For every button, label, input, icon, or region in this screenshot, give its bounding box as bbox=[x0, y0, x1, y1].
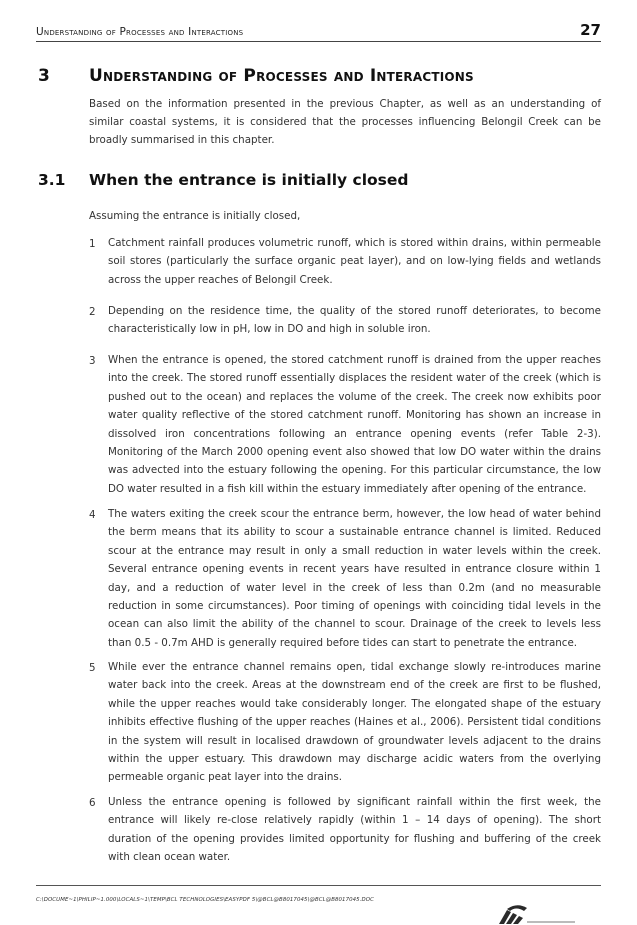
list-item-text: When the entrance is opened, the stored catchment runoff is drained from the upper reaches into the creek. The stored runoff essentially displaces the resident water of the creek (which is pushed out to the ocean) and replaces the volume of the creek. The creek now exhibits poor water quality reflective of the stored catchment runoff. Monitoring has shown an increase in dissolved iron concentrations following an entrance opening events (refer Table 2-3). Monitoring of the March 2000 opening event also showed that low DO water within the drains was advected into the estuary following the opening. For this particular circumstance, the low DO water resulted in a fish kill within the estuary immediately after opening of the entrance. bbox=[108, 354, 601, 495]
list-item-text: The waters exiting the creek scour the entrance berm, however, the low head of water behind the berm means that its ability to scour a sustainable entrance channel is limited. Reduced scour at the entrance may result in only a small reduction in water levels within the creek. Several entrance opening events in recent years have resulted in entrance closure within 1 day, and a reduction of water level in the creek of less than 0.2m (and no measurable reduction in some circumstances). Poor timing of openings with coinciding tidal levels in the ocean can also limit the ability of the channel to scour. Drainage of the creek to levels less than 0.5 - 0.7m AHD is generally required before tides can start to penetrate the entrance. bbox=[108, 508, 601, 649]
running-header-title: Understanding of Processes and Interactions bbox=[36, 26, 244, 38]
list-item-text: While ever the entrance channel remains open, tidal exchange slowly re-introduces marine water back into the creek. Areas at the downstream end of the creek are first to be flushed, while the upper reaches would take considerably longer. The elongated shape of the estuary inhibits effective flushing of the upper reaches (Haines et al., 2006). Persistent tidal conditions in the system will result in localised drawdown of groundwater levels adjacent to the drains within the upper estuary. This drawdown may discharge acidic waters from the overlying permeable organic peat layer into the drains. bbox=[108, 661, 601, 784]
list-item-number: 2 bbox=[89, 306, 96, 318]
list-item-text: Catchment rainfall produces volumetric runoff, which is stored within drains, within permeable soil stores (particularly the surface organic peat layer), and on low-lying fields and wetlands across the upper reaches of Belongil Creek. bbox=[108, 237, 601, 286]
section-title: Understanding of Processes and Interactions bbox=[89, 66, 474, 86]
subsection-title: When the entrance is initially closed bbox=[89, 171, 409, 189]
list-item-number: 5 bbox=[89, 662, 96, 674]
footer-divider bbox=[36, 885, 601, 886]
logo-wordmark-bar bbox=[527, 921, 575, 923]
header-divider bbox=[36, 41, 601, 42]
subsection-lead: Assuming the entrance is initially closed, bbox=[89, 210, 301, 222]
section-intro: Based on the information presented in the previous Chapter, as well as an understanding of similar coastal systems, it is considered that the processes influencing Belongil Creek can be broadly summarised in this chapter. bbox=[89, 98, 601, 146]
subsection-number: 3.1 bbox=[38, 171, 66, 189]
company-logo bbox=[497, 902, 577, 925]
logo-mark-icon bbox=[499, 905, 527, 924]
list-item-number: 6 bbox=[89, 797, 96, 809]
section-number: 3 bbox=[38, 66, 50, 86]
list-item-text: Unless the entrance opening is followed by significant rainfall within the first week, the entrance will likely re-close relatively rapidly (within 1 – 14 days of opening). The short duration of the opening provides limited opportunity for flushing and buffering of the creek with clean ocean water. bbox=[108, 796, 601, 864]
list-item-text: Depending on the residence time, the quality of the stored runoff deteriorates, to become characteristically low in pH, low in DO and high in soluble iron. bbox=[108, 305, 601, 336]
list-item-number: 3 bbox=[89, 355, 96, 367]
list-item-number: 4 bbox=[89, 509, 96, 521]
page-number: 27 bbox=[580, 21, 601, 39]
footer-file-path: C:\DOCUME~1\PHILIP~1.000\LOCALS~1\TEMP\BCL TECHNOLOGIES\EASYPDF 5\@BCL@B8017045\@BCL@B8017045.DOC bbox=[36, 897, 374, 903]
list-item-number: 1 bbox=[89, 238, 96, 250]
